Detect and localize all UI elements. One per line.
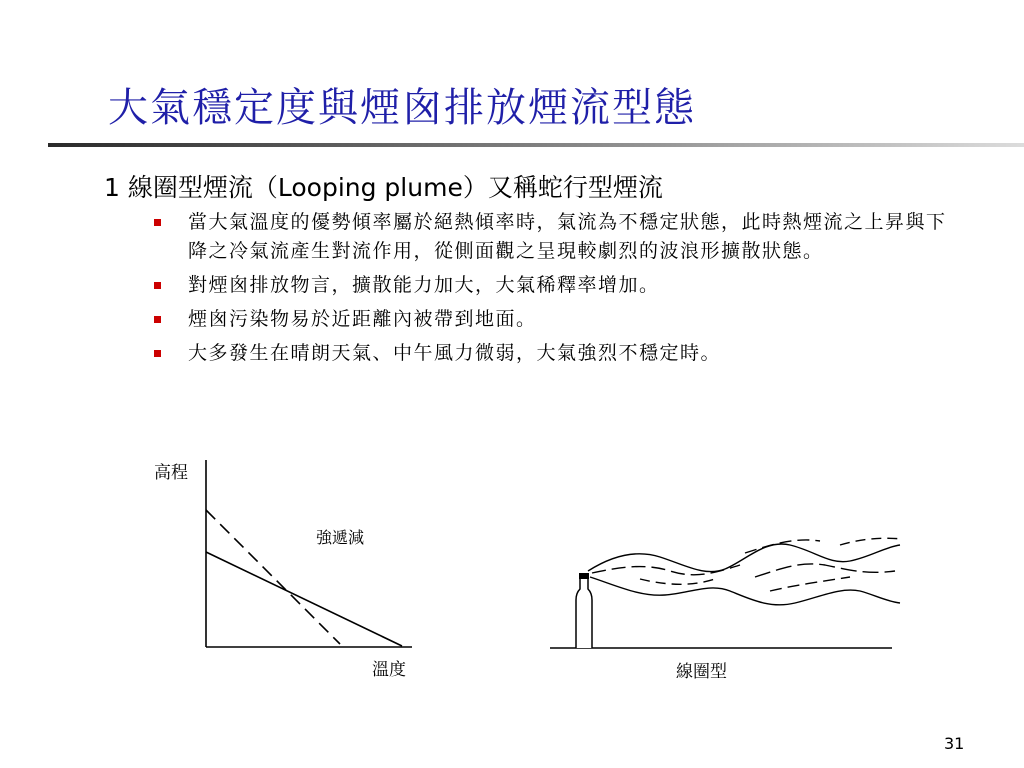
bullet-list [150,208,960,373]
curve-label: 強遞減 [316,528,365,547]
section-heading [104,168,663,204]
bullet-item [150,208,960,266]
bullet-square-icon [154,282,161,289]
bullet-square-icon [154,316,161,323]
lapse-rate-diagram [140,450,430,690]
title-underline [48,143,1024,147]
section-heading-text-before: 線圈型煙流（ [127,173,278,202]
bullet-item [150,271,960,300]
looping-plume-diagram [540,505,940,690]
bullet-square-icon [154,219,161,226]
plume-outline [588,538,902,605]
page-number: 31 [944,734,965,753]
section-heading-text-after: ）又稱蛇行型煙流 [462,173,663,202]
bullet-square-icon [154,350,161,357]
chimney-top [579,573,589,579]
bullet-text: 大多發生在晴朗天氣、中午風力微弱，大氣強烈不穩定時。 [188,342,722,364]
bullet-item [150,339,960,368]
section-number: 1 [104,173,120,202]
chimney-stack-icon [576,577,592,648]
bullet-text: 煙囪污染物易於近距離內被帶到地面。 [188,308,537,330]
section-heading-english: Looping plume [277,173,463,202]
environmental-lapse-line [206,552,402,646]
bullet-text: 對煙囪排放物言，擴散能力加大，大氣稀釋率增加。 [188,274,660,296]
plume-caption: 線圈型 [676,662,727,682]
slide-title: 大氣穩定度與煙囪排放煙流型態 [108,85,696,131]
x-axis-label: 溫度 [372,660,406,680]
y-axis-label: 高程 [154,463,188,483]
bullet-text: 當大氣溫度的優勢傾率屬於絕熱傾率時，氣流為不穩定狀態，此時熱煙流之上昇與下降之冷氣流產生對流作用，從側面觀之呈現較劇烈的波浪形擴散狀態。 [188,211,947,262]
bullet-item [150,305,960,334]
